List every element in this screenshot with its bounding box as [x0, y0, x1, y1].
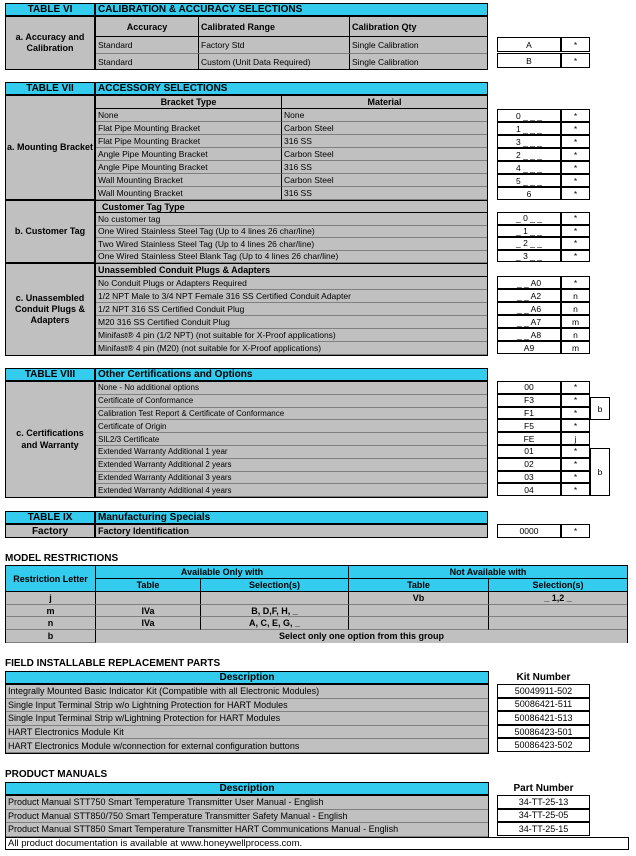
restriction-mark: *: [561, 445, 590, 458]
col-avail-selections: Selection(s): [201, 579, 349, 592]
restriction-mark: *: [561, 250, 590, 263]
option-code: 3 _ _ _: [497, 135, 561, 148]
table-ix-heading: Manufacturing Specials: [95, 511, 488, 524]
restrictions-table: [5, 565, 628, 643]
option-code: _ 1 _ _: [497, 225, 561, 238]
avail-table-cell: IVa: [96, 617, 201, 630]
restriction-mark: m: [561, 315, 590, 328]
certification-option: SIL2/3 Certificate: [96, 433, 487, 446]
option-code: 02: [497, 458, 561, 471]
col-kit-number: Kit Number: [516, 672, 571, 683]
avail-table-cell: [96, 592, 201, 605]
option-code: _ 0 _ _: [497, 212, 561, 225]
material-cell: Carbon Steel: [282, 148, 487, 161]
option-code: F3: [497, 394, 561, 407]
option-code: _ _ A0: [497, 276, 561, 289]
restriction-mark: n: [561, 302, 590, 315]
notavail-table-cell: Vb: [349, 592, 489, 605]
qty-cell: Single Calibration: [352, 56, 419, 67]
restriction-mark: n: [561, 328, 590, 341]
option-code: 04: [497, 483, 561, 496]
factory-identification: Factory Identification: [95, 524, 488, 538]
certifications-warranty-label: c. Certifications and Warranty: [5, 381, 95, 498]
replacement-parts-title: FIELD INSTALLABLE REPLACEMENT PARTS: [5, 658, 221, 669]
restriction-mark: *: [561, 174, 590, 187]
option-code: 2 _ _ _: [497, 148, 561, 161]
option-code: _ _ A8: [497, 328, 561, 341]
restriction-mark: *: [561, 109, 590, 122]
notavail-table-cell: [349, 617, 489, 630]
option-code: 01: [497, 445, 561, 458]
customer-tag-option: Two Wired Stainless Steel Tag (Up to 4 lines 26 char/line): [96, 238, 487, 251]
option-code: FE: [497, 432, 561, 445]
manuals-description-body: [5, 795, 489, 837]
customer-tag-label: b. Customer Tag: [5, 200, 95, 263]
accuracy-cell: Standard: [96, 54, 199, 69]
option-code: 5 _ _ _: [497, 174, 561, 187]
qty-cell: Single Calibration: [350, 37, 487, 54]
part-description: HART Electronics Module w/connection for external configuration buttons: [6, 739, 488, 753]
accuracy-cell: Standard: [96, 37, 199, 54]
col-notavail-selections: Selection(s): [489, 579, 627, 592]
col-bracket-type: Bracket Type: [96, 96, 282, 109]
material-cell: 316 SS: [282, 161, 487, 174]
mounting-bracket-body: [95, 95, 488, 200]
manual-description: Product Manual STT850/750 Smart Temperature Transmitter Safety Manual - English: [6, 810, 488, 824]
restriction-letter: n: [6, 617, 96, 630]
conduit-option: 1/2 NPT 316 SS Certified Conduit Plug: [96, 303, 487, 316]
option-code: A9: [497, 341, 561, 354]
kit-number: 50086421-511: [497, 698, 590, 712]
certification-option: Extended Warranty Additional 2 years: [96, 459, 487, 472]
customer-tag-body: [95, 200, 488, 263]
restriction-mark: n: [561, 289, 590, 302]
restriction-mark: *: [561, 237, 590, 250]
col-restriction-letter: Restriction Letter: [6, 566, 96, 592]
bracket-type-cell: Wall Mounting Bracket: [96, 187, 282, 200]
range-cell: Custom (Unit Data Required): [199, 54, 350, 69]
kit-number: 50086423-501: [497, 725, 590, 739]
certification-option: Extended Warranty Additional 1 year: [96, 446, 487, 459]
certification-option: Calibration Test Report & Certificate of Conformance: [96, 408, 487, 421]
kit-number: 50049911-502: [497, 684, 590, 698]
kit-number: 50086423-502: [497, 738, 590, 752]
restriction-mark: *: [561, 122, 590, 135]
restriction-letter: m: [6, 605, 96, 618]
restriction-mark: *: [561, 524, 590, 538]
restriction-mark: *: [561, 471, 590, 484]
option-code: 00: [497, 381, 561, 394]
documentation-footer: All product documentation is available at www.honeywellprocess.com.: [5, 837, 629, 850]
table-vi-body: [95, 16, 488, 70]
restriction-mark: *: [561, 419, 590, 432]
conduit-plugs-body: [95, 263, 488, 356]
option-code: F5: [497, 419, 561, 432]
product-manuals-title: PRODUCT MANUALS: [5, 769, 108, 780]
col-calibration-qty: Calibration Qty: [350, 17, 487, 37]
table-ix-title: TABLE IX: [5, 511, 95, 524]
certification-option: None - No additional options: [96, 382, 487, 395]
col-manuals-description: Description: [5, 782, 489, 795]
group-b-bracket: b: [590, 448, 610, 496]
customer-tag-option: One Wired Stainless Steel Tag (Up to 4 lines 26 char/line): [96, 226, 487, 239]
restriction-note: Select only one option from this group: [96, 630, 627, 643]
table-vii-title: TABLE VII: [5, 82, 95, 95]
notavail-selection-cell: [489, 605, 627, 618]
option-code: 1 _ _ _: [497, 122, 561, 135]
restriction-mark: *: [561, 53, 590, 68]
col-notavail-table: Table: [349, 579, 489, 592]
bracket-type-cell: Flat Pipe Mounting Bracket: [96, 122, 282, 135]
avail-selection-cell: B, D,F, H, _: [201, 605, 349, 618]
col-accuracy: Accuracy: [96, 17, 199, 37]
avail-table-cell: IVa: [96, 605, 201, 618]
restriction-mark: *: [561, 381, 590, 394]
notavail-table-cell: [349, 605, 489, 618]
certification-option: Certificate of Conformance: [96, 395, 487, 408]
col-not-available-with: Not Available with: [349, 566, 627, 579]
manual-part-number: 34-TT-25-05: [497, 809, 590, 823]
bracket-type-cell: Flat Pipe Mounting Bracket: [96, 135, 282, 148]
material-cell: 316 SS: [282, 135, 487, 148]
parts-description-body: [5, 684, 489, 754]
option-code: 6: [497, 187, 561, 200]
bracket-type-cell: Wall Mounting Bracket: [96, 174, 282, 187]
col-calibrated-range: Calibrated Range: [199, 17, 350, 37]
restriction-mark: *: [561, 458, 590, 471]
option-code: _ _ A6: [497, 302, 561, 315]
option-code: _ _ A2: [497, 289, 561, 302]
col-parts-description: Description: [5, 671, 489, 684]
material-cell: None: [282, 109, 487, 122]
customer-tag-option: One Wired Stainless Steel Blank Tag (Up to 4 lines 26 char/line): [96, 251, 487, 264]
option-code: F1: [497, 407, 561, 420]
table-vi-heading: CALIBRATION & ACCURACY SELECTIONS: [95, 3, 488, 16]
option-code: 0 _ _ _: [497, 109, 561, 122]
col-available-only-with: Available Only with: [96, 566, 349, 579]
col-avail-table: Table: [96, 579, 201, 592]
restriction-mark: *: [561, 37, 590, 52]
manual-part-number: 34-TT-25-13: [497, 795, 590, 809]
table-viii-title: TABLE VIII: [5, 368, 95, 381]
group-b-bracket: b: [590, 397, 610, 420]
part-description: HART Electronics Module Kit: [6, 726, 488, 740]
manual-description: Product Manual STT750 Smart Temperature Transmitter User Manual - English: [6, 796, 488, 810]
bracket-type-cell: None: [96, 109, 282, 122]
conduit-plugs-label: c. Unassembled Conduit Plugs & Adapters: [5, 263, 95, 356]
col-material: Material: [282, 96, 487, 109]
certification-option: Extended Warranty Additional 4 years: [96, 484, 487, 497]
option-code: 4 _ _ _: [497, 161, 561, 174]
option-code: B: [497, 53, 561, 68]
col-customer-tag-type: Customer Tag Type: [96, 201, 487, 213]
mounting-bracket-label: a. Mounting Bracket: [5, 95, 95, 200]
restriction-mark: *: [561, 148, 590, 161]
restriction-mark: *: [561, 407, 590, 420]
range-cell: Factory Std: [199, 37, 350, 54]
restriction-mark: *: [561, 135, 590, 148]
kit-number: 50086421-513: [497, 711, 590, 725]
certification-option: Certificate of Origin: [96, 420, 487, 433]
part-description: Integrally Mounted Basic Indicator Kit (Compatible with all Electronic Modules): [6, 685, 488, 699]
notavail-selection-cell: _ 1,2 _: [489, 592, 627, 605]
option-code: _ 2 _ _: [497, 237, 561, 250]
col-conduit-plugs: Unassembled Conduit Plugs & Adapters: [96, 264, 487, 277]
bracket-type-cell: Angle Pipe Mounting Bracket: [96, 148, 282, 161]
col-part-number: Part Number: [513, 783, 574, 794]
option-code: 03: [497, 471, 561, 484]
restriction-mark: *: [561, 276, 590, 289]
restriction-letter: j: [6, 592, 96, 605]
notavail-selection-cell: [489, 617, 627, 630]
conduit-option: M20 316 SS Certified Conduit Plug: [96, 316, 487, 329]
table-vii-heading: ACCESSORY SELECTIONS: [95, 82, 488, 95]
bracket-type-cell: Angle Pipe Mounting Bracket: [96, 161, 282, 174]
restriction-mark: *: [561, 212, 590, 225]
manuals-part-body: [497, 795, 590, 837]
restriction-mark: m: [561, 341, 590, 354]
restriction-letter: b: [6, 630, 96, 643]
factory-label: Factory: [5, 524, 95, 538]
option-code: _ 3 _ _: [497, 250, 561, 263]
avail-selection-cell: A, C, E, G, _: [201, 617, 349, 630]
restriction-mark: *: [561, 187, 590, 200]
model-restrictions-title: MODEL RESTRICTIONS: [5, 553, 119, 564]
option-code: _ _ A7: [497, 315, 561, 328]
certification-option: Extended Warranty Additional 3 years: [96, 472, 487, 485]
restriction-mark: *: [561, 483, 590, 496]
parts-kit-body: [497, 684, 590, 754]
restriction-mark: *: [561, 394, 590, 407]
conduit-option: 1/2 NPT Male to 3/4 NPT Female 316 SS Certified Conduit Adapter: [96, 290, 487, 303]
manual-part-number: 34-TT-25-15: [497, 822, 590, 836]
certifications-body: [95, 381, 488, 498]
material-cell: Carbon Steel: [282, 174, 487, 187]
conduit-option: Minifast® 4 pin (M20) (not suitable for X-Proof applications): [96, 342, 487, 355]
accuracy-calibration-label: a. Accuracy and Calibration: [5, 16, 95, 70]
conduit-option: No Conduit Plugs or Adapters Required: [96, 277, 487, 290]
table-viii-heading: Other Certifications and Options: [95, 368, 488, 381]
part-description: Single Input Terminal Strip w/Lightning Protection for HART Modules: [6, 712, 488, 726]
option-code: 0000: [497, 524, 561, 538]
material-cell: 316 SS: [282, 187, 487, 200]
restriction-mark: j: [561, 432, 590, 445]
part-description: Single Input Terminal Strip w/o Lightning Protection for HART Modules: [6, 699, 488, 713]
conduit-option: Minifast® 4 pin (1/2 NPT) (not suitable for X-Proof applications): [96, 329, 487, 342]
customer-tag-option: No customer tag: [96, 213, 487, 226]
restriction-mark: *: [561, 161, 590, 174]
table-vi-title: TABLE VI: [5, 3, 95, 16]
option-code: A: [497, 37, 561, 52]
restriction-mark: *: [561, 225, 590, 238]
material-cell: Carbon Steel: [282, 122, 487, 135]
manual-description: Product Manual STT850 Smart Temperature Transmitter HART Communications Manual - English: [6, 823, 488, 837]
avail-selection-cell: [201, 592, 349, 605]
